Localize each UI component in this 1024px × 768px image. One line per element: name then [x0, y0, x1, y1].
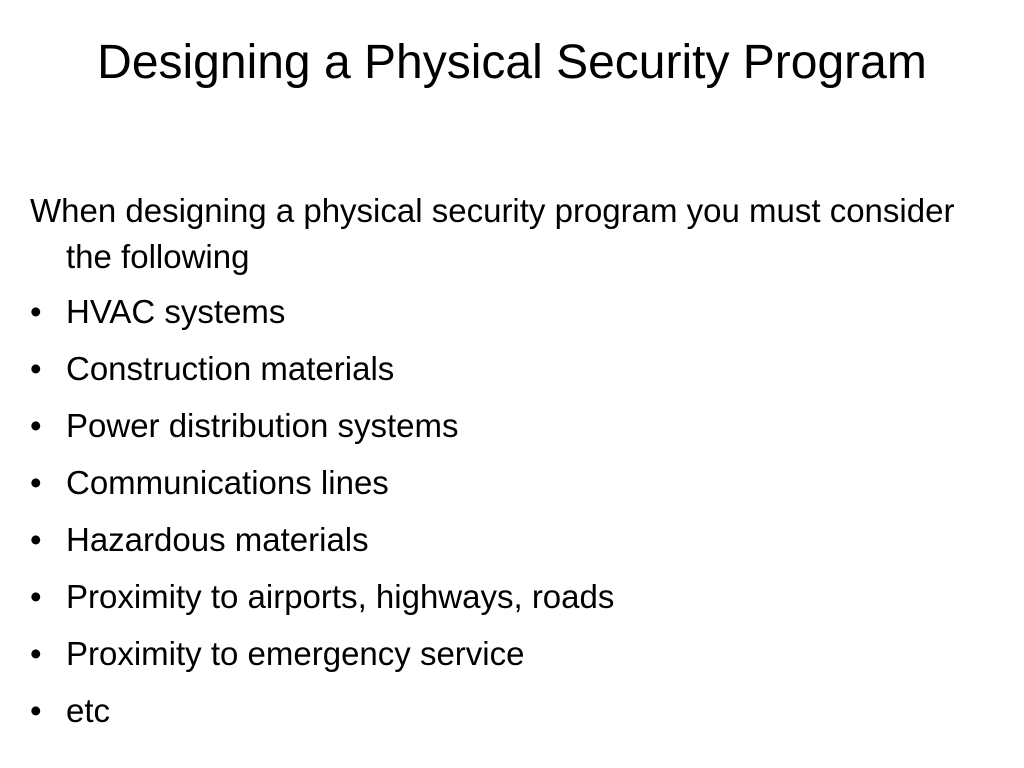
bullet-icon: • [30, 635, 42, 672]
bullet-icon: • [30, 692, 42, 729]
bullet-list [30, 289, 1000, 734]
bullet-text: Construction materials [66, 350, 395, 387]
intro-text: When designing a physical security program you must consider the following [30, 192, 955, 275]
bullet-text: Hazardous materials [66, 521, 369, 558]
bullet-text: HVAC systems [66, 293, 286, 330]
slide-body [30, 188, 1000, 745]
slide-title: Designing a Physical Security Program [97, 36, 927, 89]
bullet-item [30, 403, 1000, 449]
bullet-item [30, 688, 1000, 734]
bullet-item [30, 460, 1000, 506]
bullet-text: etc [66, 692, 111, 729]
bullet-text: Communications lines [66, 464, 389, 501]
bullet-text: Power distribution systems [66, 407, 459, 444]
bullet-item [30, 289, 1000, 335]
bullet-icon: • [30, 350, 42, 387]
bullet-item [30, 517, 1000, 563]
bullet-icon: • [30, 464, 42, 501]
bullet-item [30, 346, 1000, 392]
bullet-text: Proximity to emergency service [66, 635, 525, 672]
bullet-icon: • [30, 293, 42, 330]
bullet-item [30, 574, 1000, 620]
bullet-icon: • [30, 521, 42, 558]
bullet-icon: • [30, 578, 42, 615]
bullet-text: Proximity to airports, highways, roads [66, 578, 615, 615]
bullet-icon: • [30, 407, 42, 444]
bullet-item [30, 631, 1000, 677]
